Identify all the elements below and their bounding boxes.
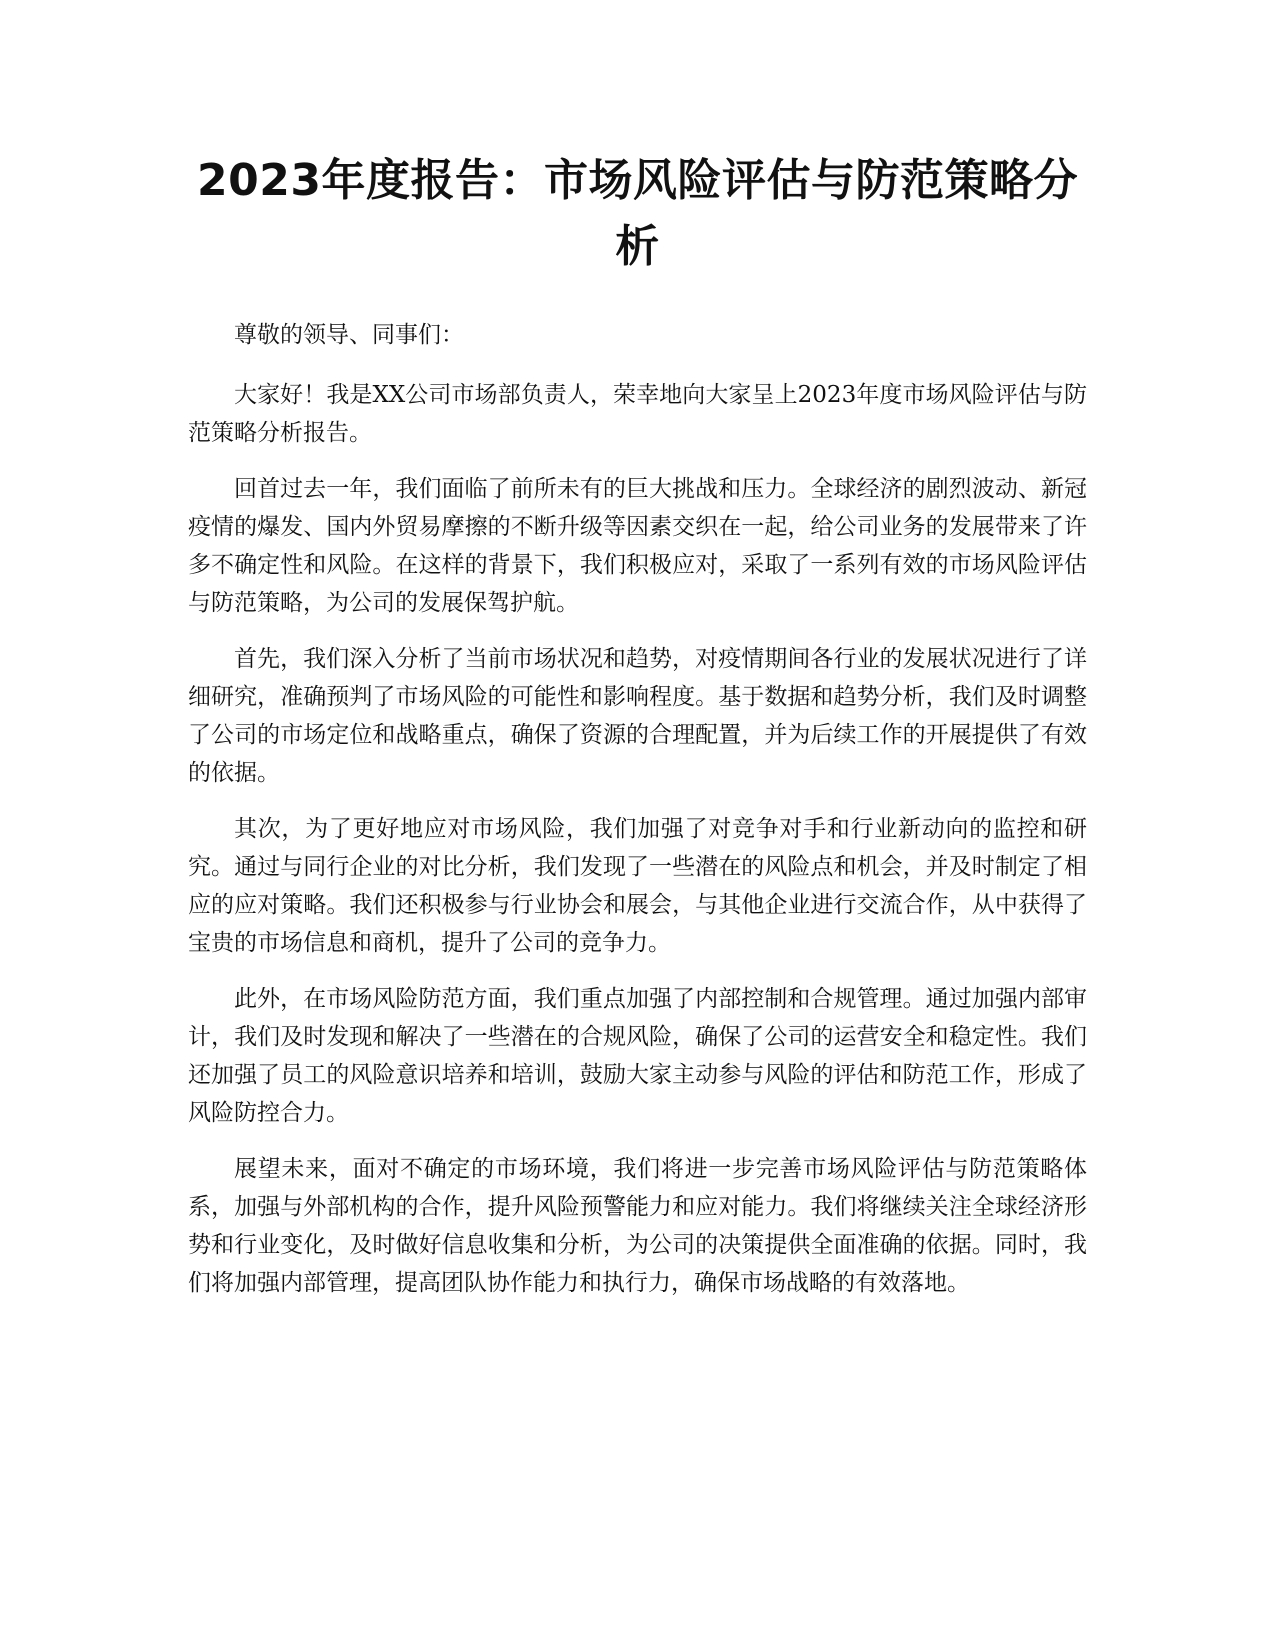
salutation: 尊敬的领导、同事们： bbox=[234, 322, 464, 348]
document-page bbox=[188, 148, 1087, 1320]
document-title: 2023年度报告：市场风险评估与防范策略分析 bbox=[197, 155, 1078, 272]
paragraph-5: 此外，在市场风险防范方面，我们重点加强了内部控制和合规管理。通过加强内部审计，我们及时发现和解决了一些潜在的合规风险，确保了公司的运营安全和稳定性。我们还加强了员工的风险意识培养和培训，鼓励大家主动参与风险的评估和防范工作，形成了风险防控合力。 bbox=[188, 986, 1087, 1126]
paragraph-3: 首先，我们深入分析了当前市场状况和趋势，对疫情期间各行业的发展状况进行了详细研究，准确预判了市场风险的可能性和影响程度。基于数据和趋势分析，我们及时调整了公司的市场定位和战略重点，确保了资源的合理配置，并为后续工作的开展提供了有效的依据。 bbox=[188, 646, 1087, 786]
paragraph-1: 大家好！我是XX公司市场部负责人，荣幸地向大家呈上2023年度市场风险评估与防范策略分析报告。 bbox=[188, 382, 1087, 446]
paragraph-6: 展望未来，面对不确定的市场环境，我们将进一步完善市场风险评估与防范策略体系，加强与外部机构的合作，提升风险预警能力和应对能力。我们将继续关注全球经济形势和行业变化，及时做好信息收集和分析，为公司的决策提供全面准确的依据。同时，我们将加强内部管理，提高团队协作能力和执行力，确保市场战略的有效落地。 bbox=[188, 1156, 1087, 1296]
paragraph-4: 其次，为了更好地应对市场风险，我们加强了对竞争对手和行业新动向的监控和研究。通过与同行企业的对比分析，我们发现了一些潜在的风险点和机会，并及时制定了相应的应对策略。我们还积极参与行业协会和展会，与其他企业进行交流合作，从中获得了宝贵的市场信息和商机，提升了公司的竞争力。 bbox=[188, 816, 1087, 956]
paragraph-2: 回首过去一年，我们面临了前所未有的巨大挑战和压力。全球经济的剧烈波动、新冠疫情的爆发、国内外贸易摩擦的不断升级等因素交织在一起，给公司业务的发展带来了许多不确定性和风险。在这样的背景下，我们积极应对，采取了一系列有效的市场风险评估与防范策略，为公司的发展保驾护航。 bbox=[188, 476, 1087, 616]
